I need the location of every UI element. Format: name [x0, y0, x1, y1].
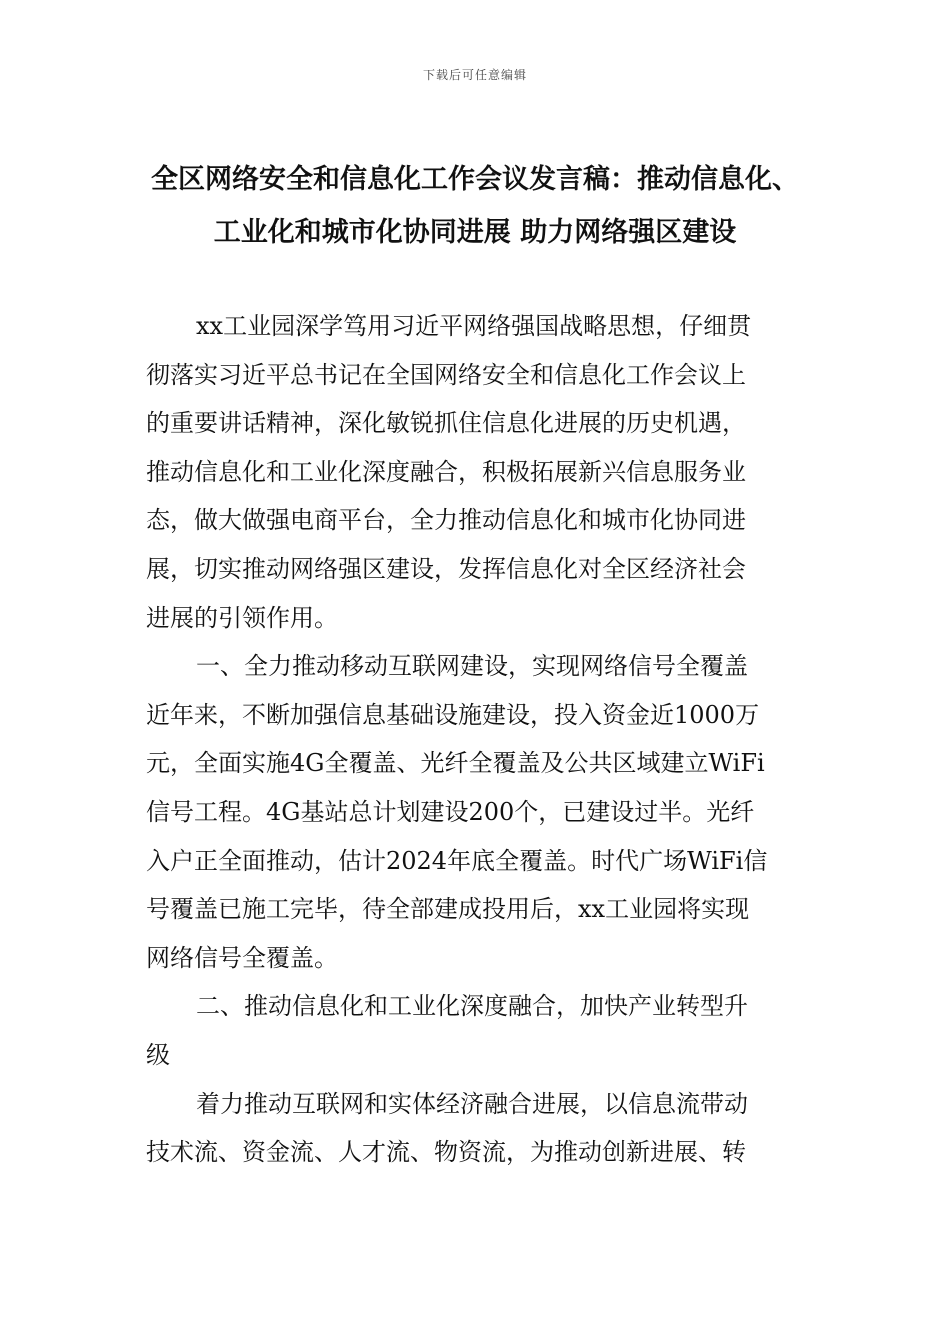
section-heading-2: [146, 982, 806, 1079]
text-line: 级: [146, 1040, 170, 1069]
section-heading-1: [146, 642, 806, 691]
text-line: 推动信息化和工业化深度融合，积极拓展新兴信息服务业: [146, 457, 746, 486]
text-line: 元，全面实施4G全覆盖、光纤全覆盖及公共区域建立WiFi: [146, 749, 765, 778]
text-line: 入户正全面推动，估计2024年底全覆盖。时代广场WiFi信: [146, 846, 768, 875]
text-line: 近年来，不断加强信息基础设施建设，投入资金近1000万: [146, 700, 760, 729]
text-line: 的重要讲话精神，深化敏锐抓住信息化进展的历史机遇，: [146, 409, 746, 438]
text-line: 信号工程。4G基站总计划建设200个，已建设过半。光纤: [146, 797, 755, 826]
section-paragraph-2: [146, 1080, 806, 1177]
title-line: 工业化和城市化协同进展 助力网络强区建设: [213, 217, 737, 248]
section-paragraph-1: [146, 691, 806, 983]
text-line: 技术流、资金流、人才流、物资流，为推动创新进展、转: [146, 1138, 746, 1167]
text-line: 进展的引领作用。: [146, 603, 338, 632]
text-line: 一、全力推动移动互联网建设，实现网络信号全覆盖: [196, 652, 748, 681]
page-header: 下载后可任意编辑: [422, 68, 527, 82]
text-line: 彻落实习近平总书记在全国网络安全和信息化工作会议上: [146, 360, 746, 389]
text-line: 网络信号全覆盖。: [146, 943, 338, 972]
text-line: 着力推动互联网和实体经济融合进展，以信息流带动: [196, 1089, 748, 1118]
document-title: [100, 153, 850, 259]
document-body: [146, 302, 806, 1177]
intro-paragraph: [146, 302, 806, 642]
text-line: 二、推动信息化和工业化深度融合，加快产业转型升: [196, 992, 748, 1021]
text-line: xx工业园深学笃用习近平网络强国战略思想，仔细贯: [196, 312, 752, 340]
text-line: 态，做大做强电商平台，全力推动信息化和城市化协同进: [146, 506, 746, 535]
title-line: 全区网络安全和信息化工作会议发言稿：推动信息化、: [151, 164, 799, 195]
text-line: 号覆盖已施工完毕，待全部建成投用后，xx工业园将实现: [146, 895, 750, 924]
text-line: 展，切实推动网络强区建设，发挥信息化对全区经济社会: [146, 554, 746, 583]
